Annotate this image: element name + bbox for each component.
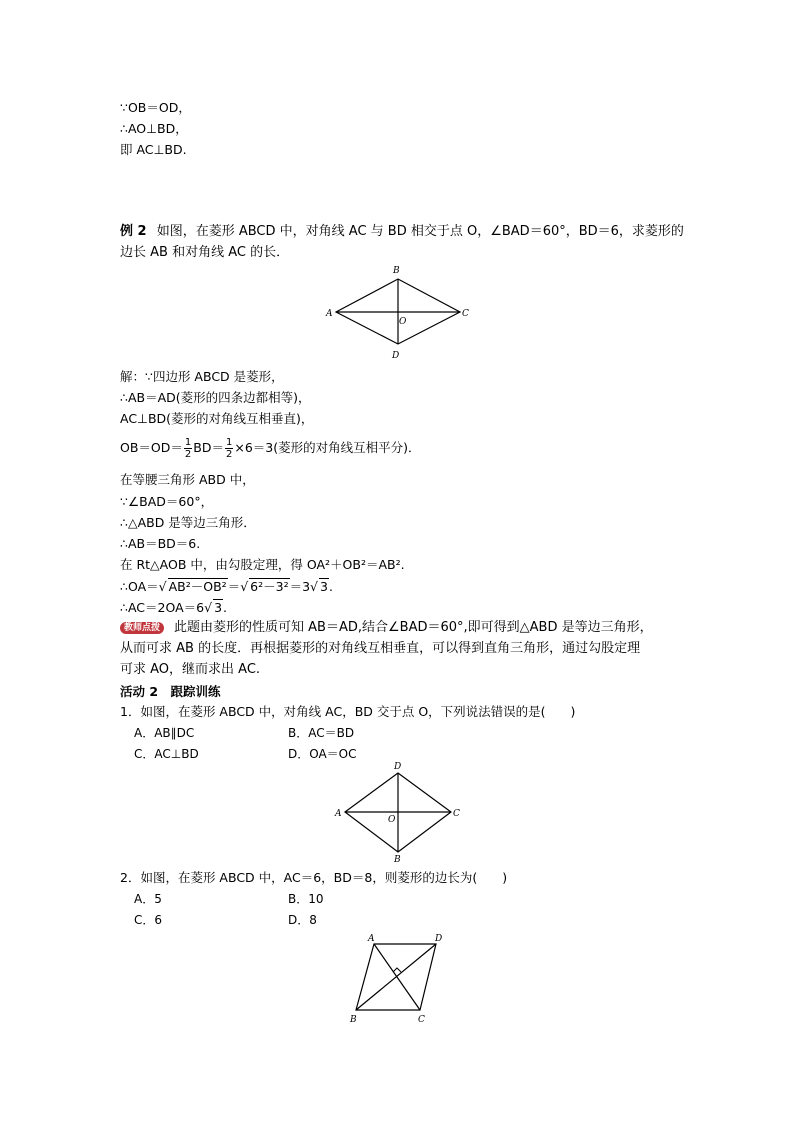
diagonal-ac [374, 944, 420, 1010]
radical-ab2-ob2: AB²－OB² [168, 579, 227, 594]
solution-line-4-end: ×6＝3(菱形的对角线互相平分)． [234, 440, 421, 455]
solution-line-8: ∴AB＝BD＝6. [120, 536, 201, 551]
vertex-label-c: C [453, 809, 460, 819]
solution-line-7: ∴△ABD 是等边三角形． [120, 515, 256, 530]
proof-line-2: ∴AO⊥BD， [120, 121, 188, 136]
vertex-label-b: B [394, 855, 401, 865]
solution-line-1: 解：∵四边形 ABCD 是菱形， [120, 369, 284, 384]
solution-line-10: ∴OA＝√ AB²－OB²＝√ 6²－3²＝3√ 3. [120, 579, 333, 594]
right-angle-mark [393, 968, 401, 972]
vertex-label-o: O [399, 317, 407, 327]
vertex-label-a: A [326, 309, 333, 319]
solution-line-4 [120, 434, 420, 462]
question-2-stem: 2．如图，在菱形 ABCD 中，AC＝6，BD＝8，则菱形的边长为( ) [120, 870, 508, 885]
teacher-note-line-3: 可求 AO，继而求出 AC. [120, 662, 261, 677]
vertex-label-d: D [392, 351, 400, 361]
solution-line-4-middle: BD＝ [193, 440, 224, 455]
teacher-note-line-1: 教师点拨 此题由菱形的性质可知 AB＝AD,结合∠BAD＝60°,即可得到△ABD 是等边三角形， [120, 620, 653, 636]
vertex-label-c: C [418, 1015, 425, 1025]
vertex-label-a: A [335, 809, 342, 819]
solution-line-4-start: OB＝OD＝ [120, 440, 183, 455]
q1-option-b: B．AC＝BD [288, 726, 355, 740]
example-2-statement [120, 224, 684, 240]
solution-line-11: ∴AC＝2OA＝6√ 3. [120, 600, 227, 615]
q2-option-b: B．10 [288, 892, 324, 906]
question-2-rhombus-figure [340, 930, 460, 1030]
question-1-rhombus-figure [330, 760, 470, 866]
solution-line-3: AC⊥BD(菱形的对角线互相垂直)， [120, 411, 314, 426]
diagonal-bd [356, 944, 436, 1010]
radical-3: 3 [320, 579, 328, 594]
vertex-label-b: B [393, 266, 400, 276]
teacher-note-badge: 教师点拨 [120, 622, 164, 634]
activity-2-title: 活动 2 跟踪训练 [120, 684, 221, 699]
fraction-one-half-2: $\frac{1}{2}$ [225, 437, 233, 460]
solution-line-6: ∵∠BAD＝60°， [120, 494, 214, 509]
q1-option-a: A．AB∥DC [134, 726, 195, 740]
vertex-label-c: C [462, 309, 469, 319]
q2-option-a: A．5 [134, 892, 162, 906]
q1-option-d: D．OA＝OC [288, 747, 357, 761]
fraction-one-half: $\frac{1}{2}$ [184, 437, 192, 460]
vertex-label-o: O [388, 815, 396, 825]
teacher-note-line-2: 从而可求 AB 的长度．再根据菱形的对角线互相垂直，可以得到直角三角形，通过勾股定理 [120, 641, 641, 656]
radical-3-b: 3 [214, 600, 223, 615]
solution-line-2: ∴AB＝AD(菱形的四条边都相等)， [120, 390, 311, 405]
solution-line-9: 在 Rt△AOB 中，由勾股定理，得 OA²＋OB²＝AB². [120, 557, 405, 572]
vertex-label-d: D [435, 934, 443, 944]
proof-line-1: ∵OB＝OD， [120, 100, 191, 115]
example-2-label: 例 2 [120, 224, 147, 239]
example-2-rhombus-figure [320, 262, 480, 362]
question-1-stem: 1．如图，在菱形 ABCD 中，对角线 AC，BD 交于点 O，下列说法错误的是( ) [120, 704, 576, 719]
q1-option-c: C．AC⊥BD [134, 747, 199, 761]
proof-line-3: 即 AC⊥BD. [120, 142, 187, 157]
example-2-text-1: 如图，在菱形 ABCD 中，对角线 AC 与 BD 相交于点 O，∠BAD＝60°，BD＝6，求菱形的 [156, 224, 684, 239]
vertex-label-d: D [394, 762, 402, 772]
vertex-label-a: A [368, 934, 375, 944]
radical-6-3: 6²－3² [250, 579, 289, 594]
solution-line-5: 在等腰三角形 ABD 中， [120, 472, 255, 487]
vertex-label-b: B [350, 1015, 357, 1025]
example-2-text-2: 边长 AB 和对角线 AC 的长． [120, 245, 290, 260]
q2-option-c: C．6 [134, 913, 163, 927]
q2-option-d: D．8 [288, 913, 317, 927]
